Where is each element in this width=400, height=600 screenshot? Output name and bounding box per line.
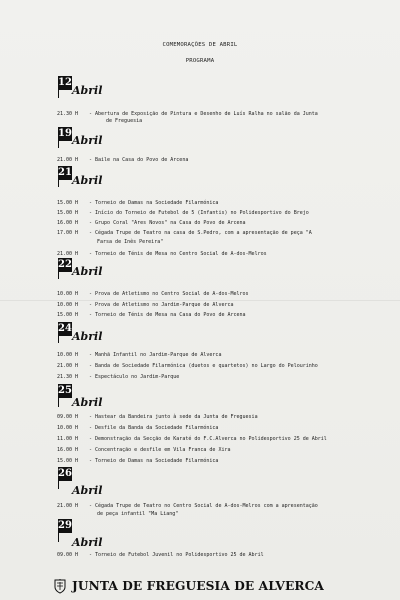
day-number-box: 24	[58, 323, 72, 334]
day-number-box: 29	[58, 520, 72, 531]
event-row	[57, 200, 387, 206]
event-text-continuation: de peça infantil "Ma Liang"	[97, 511, 179, 517]
month-label: Abril	[72, 484, 103, 497]
event-row	[57, 111, 387, 117]
event-row	[57, 425, 387, 431]
event-time: 21.00 H	[57, 251, 79, 257]
footer-organization-name: JUNTA DE FREGUESIA DE ALVERCA	[72, 579, 324, 593]
event-row	[57, 302, 387, 308]
day-number-box: 21	[58, 167, 72, 178]
event-text: - Concentração e desfile em Vila Franca de Xira	[89, 447, 231, 453]
event-text: - Manhã Infantil no Jardim-Parque de Alverca	[89, 352, 222, 358]
month-label: Abril	[72, 174, 103, 187]
event-row	[57, 312, 387, 318]
footer-letterhead	[54, 577, 324, 595]
day-rule	[58, 533, 59, 542]
month-label: Abril	[72, 134, 103, 147]
event-row	[57, 157, 387, 163]
event-text: - Espectáculo no Jardim-Parque	[89, 374, 180, 380]
event-text: - Demonstração da Secção de Karaté do F.C.Alverca no Polidesportivo 25 de Abril	[89, 436, 327, 442]
event-text: - Cégada Trupe de Teatro na casa de S.Pedro, com a apresentação de peça "A	[89, 230, 312, 236]
event-text-continuation: Farsa de Inês Pereira"	[97, 239, 164, 245]
event-time: 10.00 H	[57, 352, 79, 358]
event-text: - Torneio de Futebol Juvenil no Polidesportivo 25 de Abril	[89, 552, 264, 558]
event-time: 17.00 H	[57, 230, 79, 236]
event-text: - Torneio de Ténis de Mesa na Casa do Povo de Arcena	[89, 312, 246, 318]
paper-fold	[0, 300, 400, 301]
event-time: 21.30 H	[57, 374, 79, 380]
document-subheading: PROGRAMA	[185, 58, 215, 64]
event-row	[57, 436, 387, 442]
event-time: 11.00 H	[57, 436, 79, 442]
event-row	[57, 503, 387, 509]
event-row	[57, 363, 387, 369]
event-text: - Início do Torneio de Futebol de 5 (Infantis) no Polidesportivo do Brejo	[89, 210, 309, 216]
event-row	[57, 210, 387, 216]
event-row	[57, 374, 387, 380]
event-row	[57, 220, 387, 226]
event-row	[57, 458, 387, 464]
day-rule	[58, 180, 59, 187]
day-rule	[58, 398, 59, 407]
month-label: Abril	[72, 265, 103, 278]
coat-of-arms-icon	[54, 579, 66, 594]
event-time: 16.00 H	[57, 220, 79, 226]
day-number-box: 25	[58, 385, 72, 396]
day-rule	[58, 272, 59, 279]
day-rule	[58, 336, 59, 343]
event-row	[57, 291, 387, 297]
event-time: 15.00 H	[57, 200, 79, 206]
event-row	[57, 251, 387, 257]
day-rule	[58, 141, 59, 148]
day-number-box: 19	[58, 128, 72, 139]
event-time: 09.00 H	[57, 414, 79, 420]
event-text: - Prova de Atletismo no Jardim-Parque de Alverca	[89, 302, 234, 308]
event-time: 09.00 H	[57, 552, 79, 558]
day-rule	[58, 481, 59, 489]
event-time: 10.00 H	[57, 302, 79, 308]
event-text: - Torneio de Damas na Sociedade Filarmónica	[89, 458, 219, 464]
event-text: - Banda de Sociedade Filarmónica (duetos e quartetos) no Largo do Pelourinho	[89, 363, 318, 369]
event-row	[57, 414, 387, 420]
event-text: - Torneio de Ténis de Mesa no Centro Social de A-dos-Melros	[89, 251, 267, 257]
event-row	[57, 552, 387, 558]
event-text: - Abertura de Exposição de Pintura e Desenho de Luís Ralha no salão da Junta	[89, 111, 318, 117]
event-time: 10.00 H	[57, 425, 79, 431]
event-time: 21.00 H	[57, 503, 79, 509]
event-text: - Torneio de Damas na Sociedade Filarmónica	[89, 200, 219, 206]
event-text: - Hastear da Bandeira junto à sede da Junta de Freguesia	[89, 414, 258, 420]
event-time: 15.00 H	[57, 210, 79, 216]
month-label: Abril	[72, 84, 103, 97]
day-number-box: 22	[58, 259, 72, 270]
event-time: 21.30 H	[57, 111, 79, 117]
event-text: - Cégada Trupe de Teatro no Centro Social de A-dos-Melros com a apresentação	[89, 503, 318, 509]
event-time: 21.00 H	[57, 363, 79, 369]
event-text: - Grupo Coral "Ares Novos" na Casa do Povo de Arcena	[89, 220, 246, 226]
event-time: 15.00 H	[57, 458, 79, 464]
event-text-continuation: de Freguesia	[106, 118, 143, 124]
event-time: 21.00 H	[57, 157, 79, 163]
event-row	[57, 230, 387, 236]
event-time: 10.00 H	[57, 291, 79, 297]
month-label: Abril	[72, 396, 103, 409]
event-time: 15.00 H	[57, 312, 79, 318]
event-text: - Desfile da Banda da Sociedade Filarmónica	[89, 425, 219, 431]
month-label: Abril	[72, 330, 103, 343]
event-row	[57, 352, 387, 358]
month-label: Abril	[72, 536, 103, 549]
event-text: - Prova de Atletismo no Centro Social de A-dos-Melros	[89, 291, 249, 297]
day-rule	[58, 90, 59, 98]
event-row	[57, 447, 387, 453]
event-text: - Baile na Casa do Povo de Arcena	[89, 157, 189, 163]
day-number-box: 26	[58, 468, 72, 479]
event-time: 16.00 H	[57, 447, 79, 453]
document-heading: COMEMORAÇÕES DE ABRIL	[162, 42, 238, 48]
day-number-box: 12	[58, 77, 72, 88]
